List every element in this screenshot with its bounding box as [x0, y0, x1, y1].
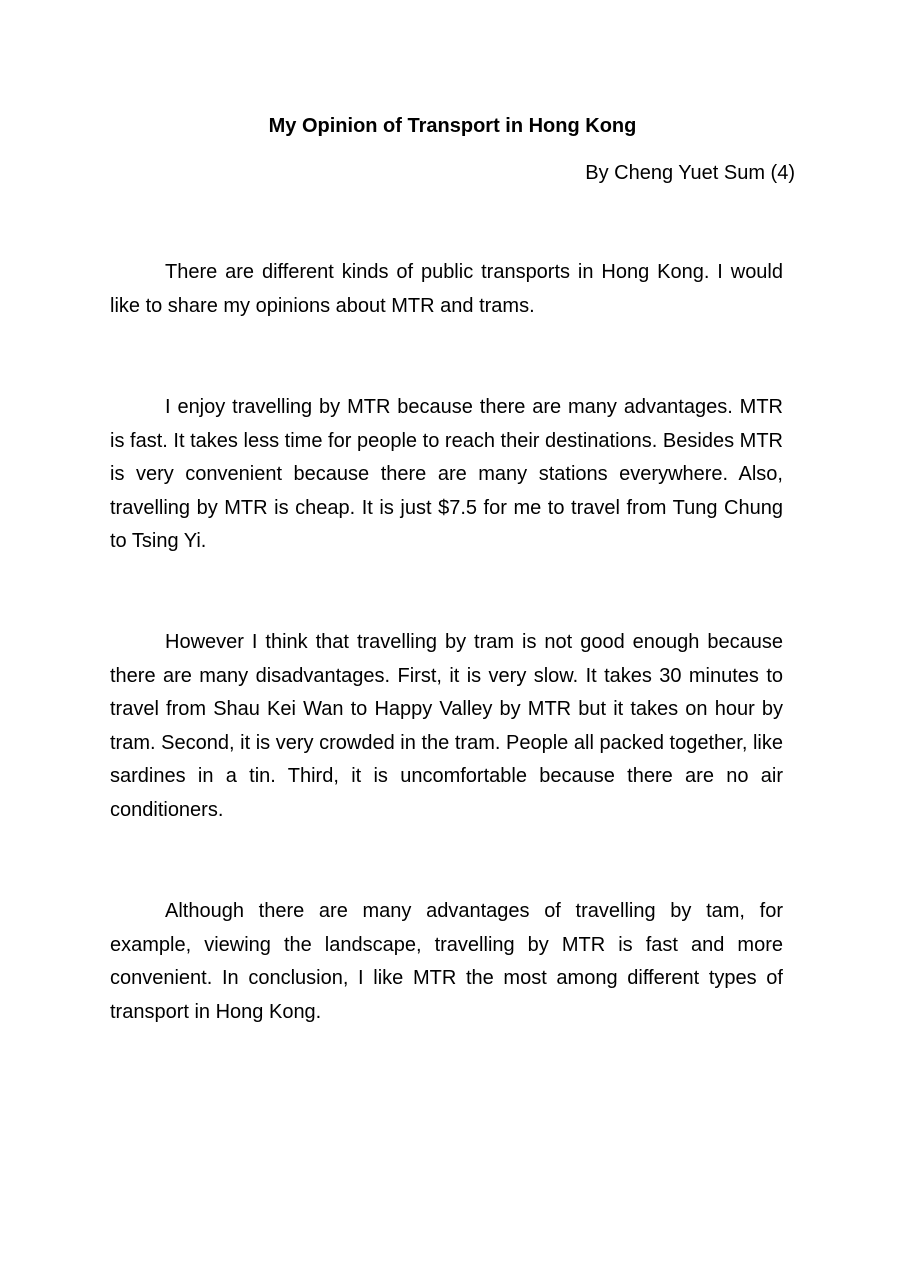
paragraph-tram: However I think that travelling by tram is not good enough because there are many disadvantages. First, it is very slow. It takes 30 minutes to travel from Shau Kei Wan to Happy Valley by MTR but it takes on hour by tram. Second, it is very crowded in the tram. People all packed together, like sardines in a tin. Third, it is uncomfortable because there are no air conditioners. — [110, 631, 783, 821]
paragraph-conclusion: Although there are many advantages of travelling by tam, for example, viewing the landscape, travelling by MTR is fast and more convenient. In conclusion, I like MTR the most among different types of transport in Hong Kong. — [110, 900, 783, 1023]
author-line: By Cheng Yuet Sum (4) — [585, 162, 795, 184]
page-title: My Opinion of Transport in Hong Kong — [268, 115, 637, 137]
paragraph-intro: There are different kinds of public transports in Hong Kong. I would like to share my opinions about MTR and trams. — [110, 261, 783, 317]
paragraph-mtr: I enjoy travelling by MTR because there are many advantages. MTR is fast. It takes less time for people to reach their destinations. Besides MTR is very convenient because there are many stations everywhere. Also, travelling by MTR is cheap. It is just $7.5 for me to travel from Tung Chung to Tsing Yi. — [110, 396, 783, 553]
